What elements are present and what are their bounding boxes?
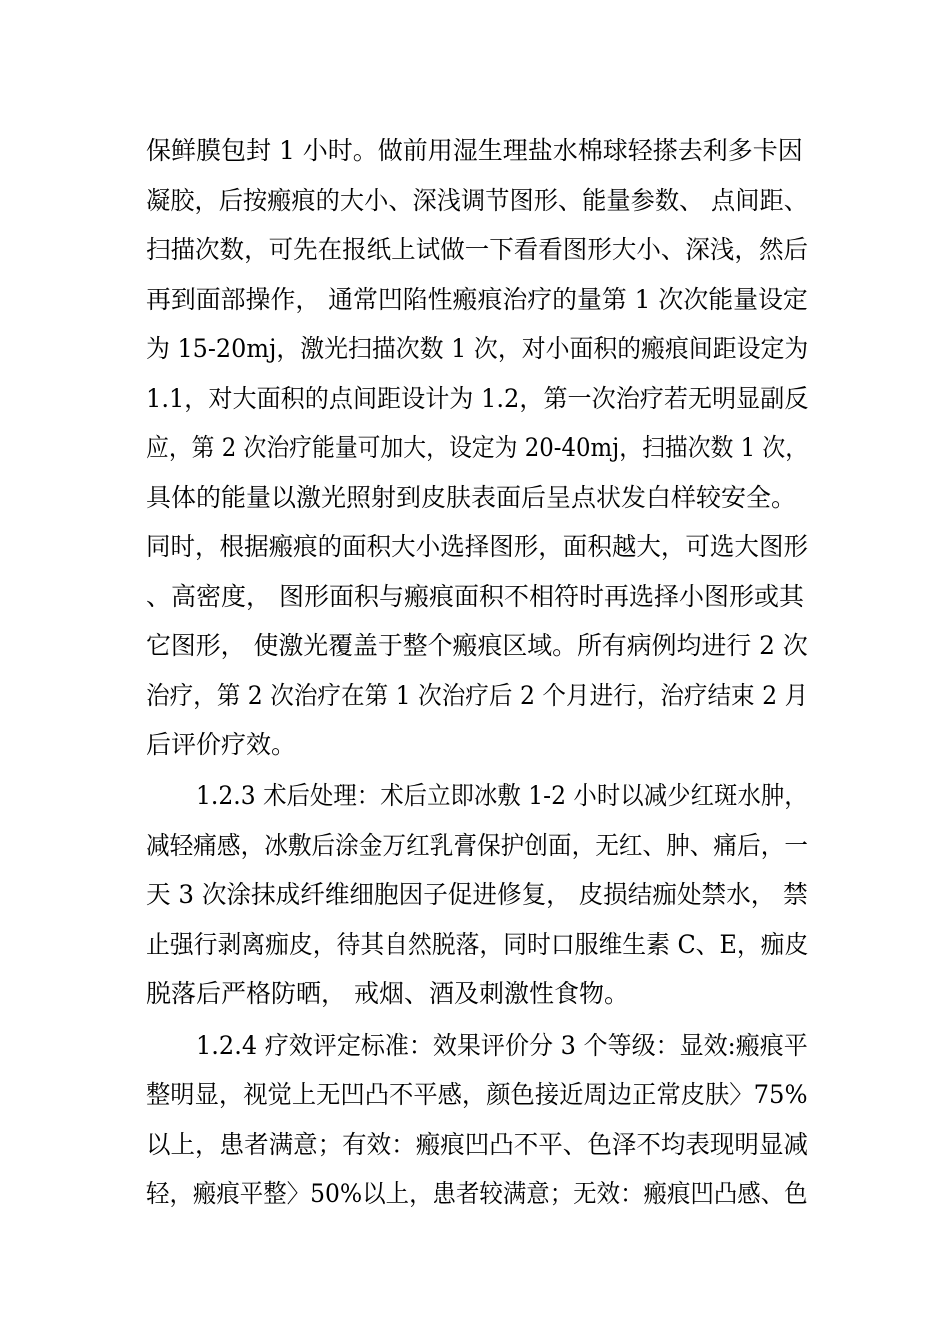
text-line: 保鲜膜包封 1 小时。做前用湿生理盐水棉球轻搽去利多卡因 — [146, 136, 803, 165]
text-line: 减轻痛感，冰敷后涂金万红乳膏保护创面，无红、肿、痛后，一 — [146, 831, 809, 860]
text-line: 后评价疗效。 — [146, 730, 297, 759]
text-line: 整明显，视觉上无凹凸不平感，颜色接近周边正常皮肤〉75% — [146, 1080, 808, 1109]
text-line: 为 15-20mj，激光扫描次数 1 次，对小面积的瘢痕间距设定为 — [146, 334, 809, 363]
text-line: 以上，患者满意；有效：瘢痕凹凸不平、色泽不均表现明显减 — [146, 1130, 808, 1159]
text-line: 脱落后严格防晒， 戒烟、酒及刺激性食物。 — [146, 979, 629, 1008]
text-line: 具体的能量以激光照射到皮肤表面后呈点状发白样较安全。 — [146, 483, 797, 512]
text-line: 1.2.4 疗效评定标准：效果评价分 3 个等级：显效:瘢痕平 — [196, 1031, 808, 1060]
text-line: 天 3 次涂抹成纤维细胞因子促进修复， 皮损结痂处禁水， 禁 — [146, 880, 808, 909]
text-line: 它图形， 使激光覆盖于整个瘢痕区域。所有病例均进行 2 次 — [146, 631, 808, 660]
text-line: 1.1，对大面积的点间距设计为 1.2，第一次治疗若无明显副反 — [146, 384, 809, 413]
text-line: 治疗，第 2 次治疗在第 1 次治疗后 2 个月进行，治疗结束 2 月 — [146, 681, 809, 710]
text-line: 再到面部操作， 通常凹陷性瘢痕治疗的量第 1 次次能量设定 — [146, 285, 808, 314]
text-line: 止强行剥离痂皮，待其自然脱落，同时口服维生素 C、E，痂皮 — [146, 930, 809, 959]
text-line: 1.2.3 术后处理：术后立即冰敷 1-2 小时以减少红斑水肿， — [196, 781, 808, 810]
text-line: 、高密度， 图形面积与瘢痕面积不相符时再选择小图形或其 — [146, 582, 804, 611]
text-line: 同时，根据瘢痕的面积大小选择图形，面积越大，可选大图形 — [146, 532, 808, 561]
text-line: 凝胶，后按瘢痕的大小、深浅调节图形、能量参数、 点间距、 — [146, 186, 808, 215]
text-line: 应，第 2 次治疗能量可加大，设定为 20-40mj，扫描次数 1 次， — [146, 433, 809, 462]
text-line: 扫描次数，可先在报纸上试做一下看看图形大小、深浅，然后 — [146, 235, 808, 264]
text-line: 轻，瘢痕平整〉50%以上，患者较满意；无效：瘢痕凹凸感、色 — [146, 1179, 808, 1208]
